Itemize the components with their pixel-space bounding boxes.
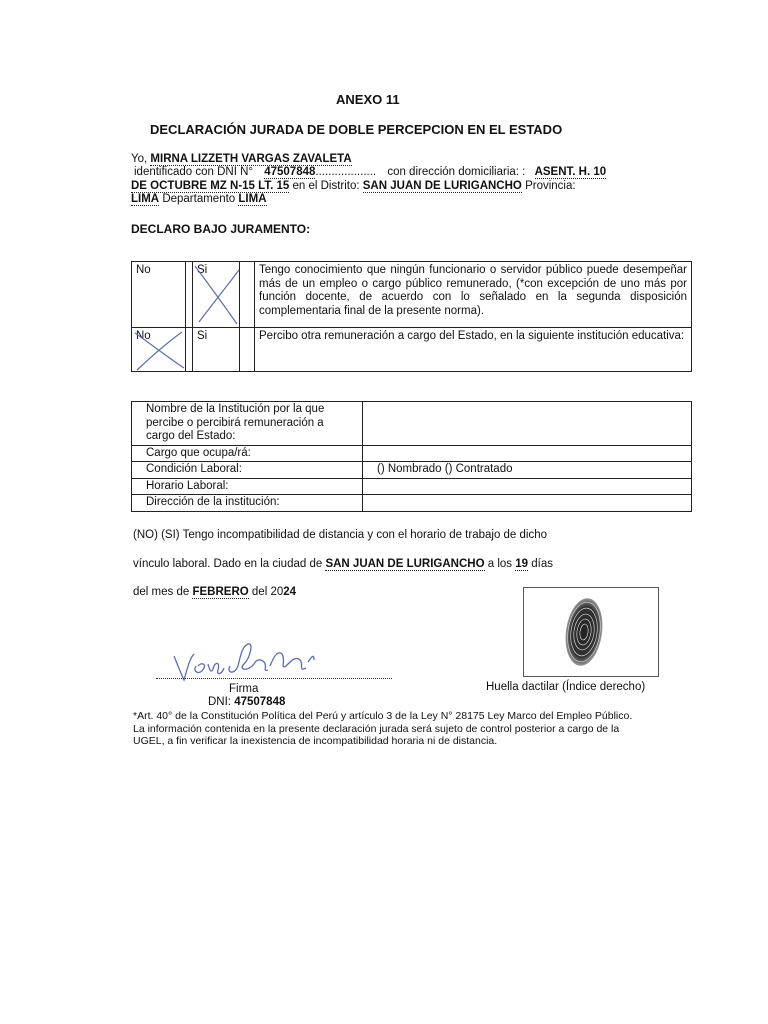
fingerprint-icon [524,588,658,676]
dni-dots: ................... [315,166,377,178]
row-label: Horario Laboral: [132,478,363,495]
date-year-suffix: 24 [283,586,297,598]
incompat-line-3 [133,586,296,598]
footnote-line: La información contenida en la presente declaración jurada será sujeto de control posterior a cargo de la [133,722,620,735]
identity-line-3 [131,180,576,192]
declaration-text: Percibo otra remuneración a cargo del Estado, en la siguiente institución educativa: [255,328,692,372]
declaration-row [132,328,692,372]
footnote [133,710,632,748]
option-no-label: No [136,264,151,276]
declaration-text: Tengo conocimiento que ningún funcionario o servidor público puede desempeñar más de un empleo o cargo público remunerado, (*con excepción de uno más por función docente, de acuerdo con lo señalado en la segunda disposición complementaria final de la presente norma). [255,262,692,328]
date-day: 19 [515,558,529,570]
declarant-dni: 47507848 [264,166,316,178]
address-part-2: DE OCTUBRE MZ N-15 LT. 15 [131,180,290,192]
address-label: con dirección domiciliaria: : [387,166,526,178]
option-si-label: Si [197,264,208,276]
signature-line [156,678,392,679]
date-city: SAN JUAN DE LURIGANCHO [325,558,485,570]
date-month-prefix: del mes de [133,586,190,598]
declaro-heading: DECLARO BAJO JURAMENTO: [131,222,311,236]
row-value[interactable] [363,402,692,446]
date-day-suffix: días [531,558,553,570]
date-year-prefix: del 20 [251,586,284,598]
department-label: Departamento [162,193,236,205]
district-label: en el Distrito: [292,180,360,192]
row-label: Cargo que ocupa/rá: [132,445,363,462]
row-label: Nombre de la Institución por la que percibe o percibirá remuneración a cargo del Estado: [132,402,363,446]
firma-label: Firma [229,683,259,695]
institution-row [132,402,692,446]
institution-row [132,462,692,479]
date-city-prefix: vínculo laboral. Dado en la ciudad de [133,558,323,570]
spacer-cell [186,262,193,328]
footnote-line: *Art. 40° de la Constitución Política del Perú y artículo 3 de la Ley N° 28175 Ley Marco del Empleo Público. [133,710,633,722]
identity-line-4 [131,193,267,205]
institution-row [132,445,692,462]
fingerprint-box [523,587,659,677]
institution-table [131,401,692,512]
signature-dni-label: DNI: [208,696,231,708]
institution-row [132,478,692,495]
row-value[interactable]: () Nombrado () Contratado [363,462,692,479]
signature-dni [208,696,285,708]
declarations-table [131,261,692,372]
incompat-line-1: (NO) (SI) Tengo incompatibilidad de distancia y con el horario de trabajo de dicho [133,529,548,541]
option-si-label: Si [197,330,208,342]
footnote-line: UGEL, a fin verificar la inexistencia de incompatibilidad horaria ni de distancia. [133,735,498,747]
date-day-prefix: a los [487,558,513,570]
option-si-cell[interactable] [193,328,240,372]
declaration-row [132,262,692,328]
cross-mark-icon [132,328,187,372]
district: SAN JUAN DE LURIGANCHO [362,180,522,192]
incompat-line-2 [133,558,553,570]
address-part-1: ASENT. H. 10 [534,166,607,178]
province-label: Provincia: [525,180,576,192]
row-value[interactable] [363,445,692,462]
fingerprint-label: Huella dactilar (Índice derecho) [486,681,646,693]
row-value[interactable] [363,495,692,512]
cross-mark-icon [193,262,241,328]
date-month: FEBRERO [192,586,249,598]
identity-line-2 [134,166,606,178]
declarant-name: MIRNA LIZZETH VARGAS ZAVALETA [150,153,352,165]
option-no-label: No [136,330,151,342]
province: LIMA [131,193,160,205]
option-no-cell[interactable] [132,328,186,372]
department: LIMA [238,193,267,205]
spacer-cell [240,262,255,328]
row-label: Condición Laboral: [132,462,363,479]
annex-number: ANEXO 11 [336,92,400,107]
row-label: Dirección de la institución: [132,495,363,512]
signature-dni-value: 47507848 [234,696,286,708]
option-no-cell[interactable] [132,262,186,328]
document-title: DECLARACIÓN JURADA DE DOBLE PERCEPCION EN EL ESTADO [150,122,563,137]
option-si-cell[interactable] [193,262,240,328]
spacer-cell [240,328,255,372]
row-value[interactable] [363,478,692,495]
institution-row [132,495,692,512]
yo-text: Yo, [131,153,148,165]
dni-prefix: identificado con DNI N° [134,166,254,178]
identity-line-1 [131,153,352,165]
